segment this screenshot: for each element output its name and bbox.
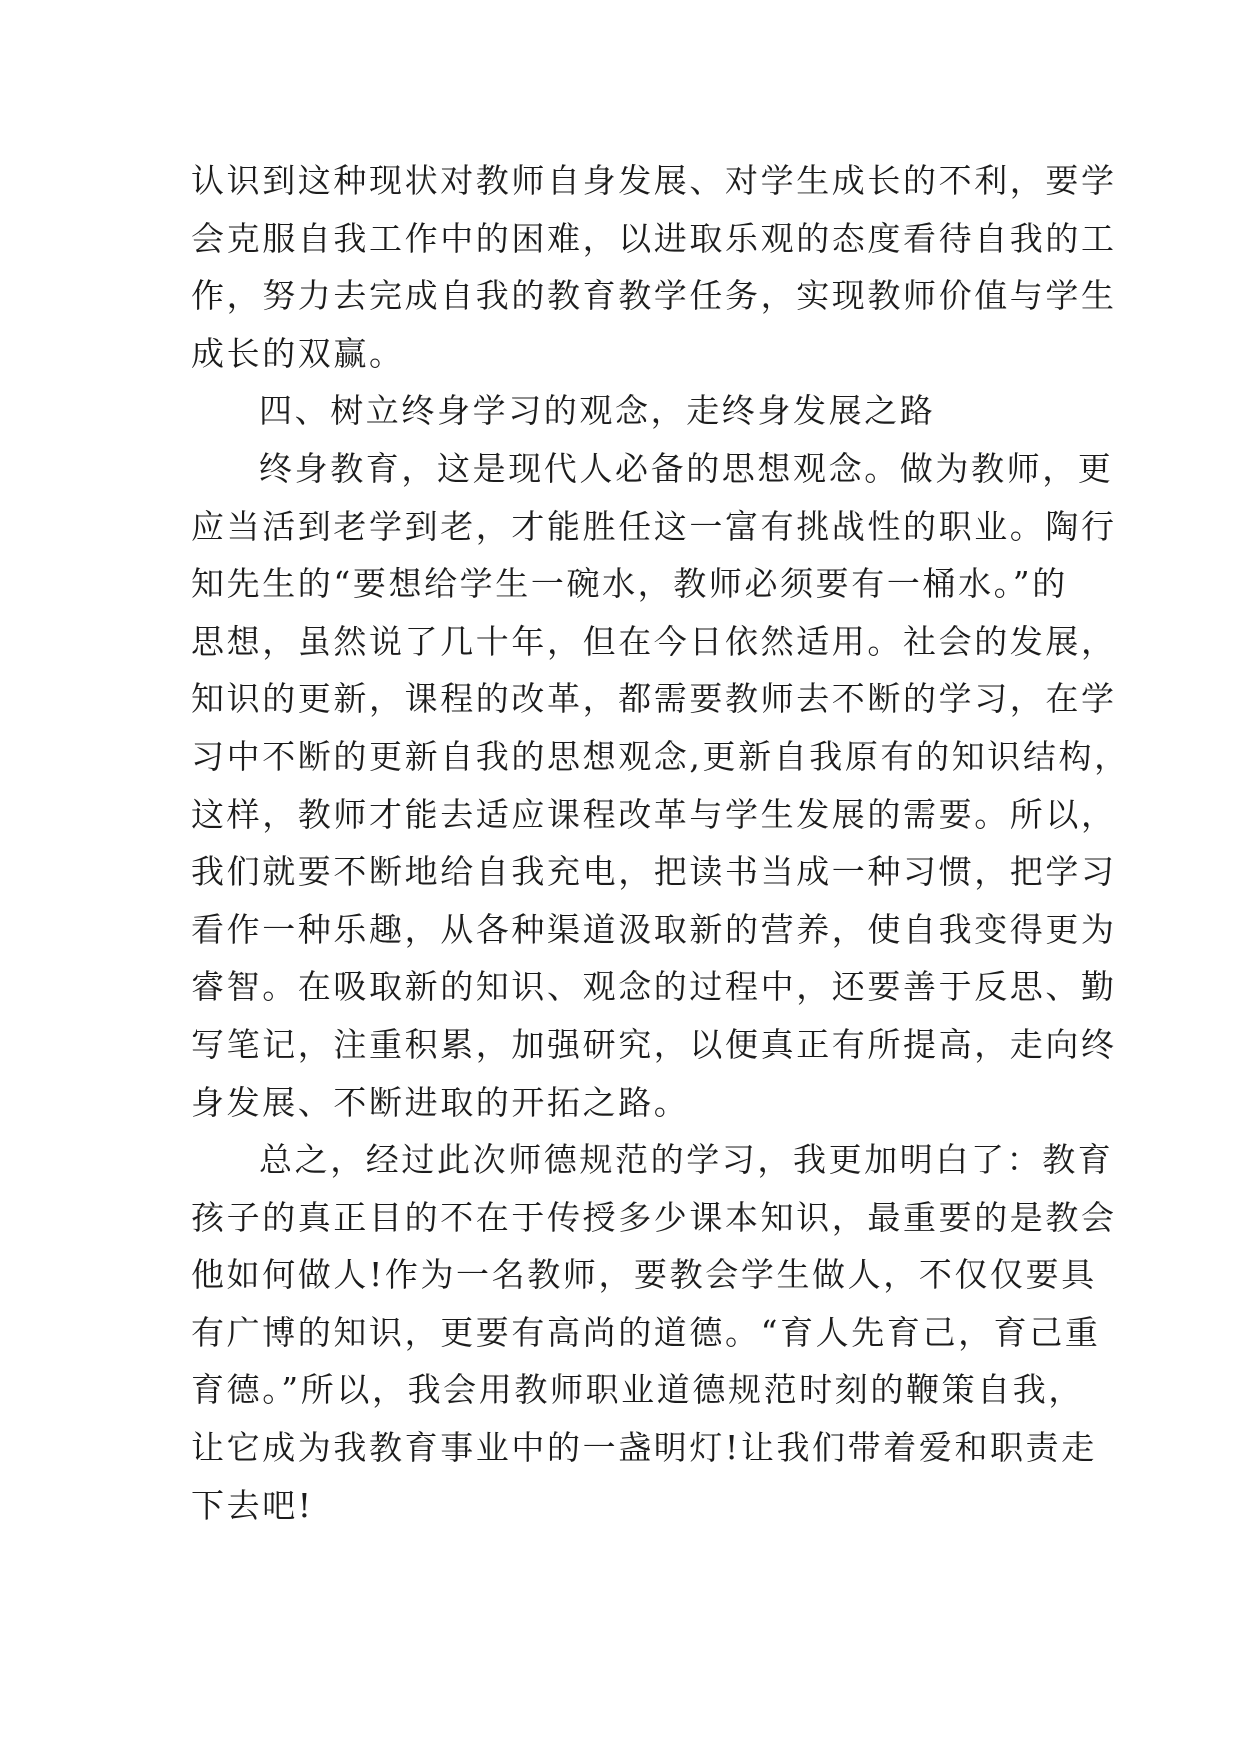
text-line: 下去吧!	[191, 1485, 314, 1525]
text-line: 会克服自我工作中的困难，以进取乐观的态度看待自我的工	[191, 218, 1117, 258]
text-line: 习中不断的更新自我的思想观念,更新自我原有的知识结构，	[191, 736, 1130, 776]
text-line: 睿智。在吸取新的知识、观念的过程中，还要善于反思、勤	[191, 967, 1117, 1007]
section-heading: 四、树立终身学习的观念，走终身发展之路	[259, 391, 936, 431]
text-line: 认识到这种现状对教师自身发展、对学生成长的不利，要学	[191, 161, 1117, 200]
text-line: 这样，教师才能去适应课程改革与学生发展的需要。所以，	[191, 794, 1117, 834]
text-line: 看作一种乐趣，从各种渠道汲取新的营养，使自我变得更为	[191, 909, 1117, 949]
text-line: 我们就要不断地给自我充电，把读书当成一种习惯，把学习	[191, 852, 1117, 892]
body-text	[191, 152, 1130, 1534]
text-line: 成长的双赢。	[191, 333, 405, 373]
text-line: 有广博的知识，更要有高尚的道德。“育人先育己，育己重	[191, 1312, 1101, 1352]
text-line: 知先生的“要想给学生一碗水，教师必须要有一桶水。”的	[191, 564, 1068, 604]
text-line: 思想，虽然说了几十年，但在今日依然适用。社会的发展，	[191, 621, 1117, 661]
text-line: 身发展、不断进取的开拓之路。	[191, 1082, 690, 1122]
text-line: 他如何做人!作为一名教师，要教会学生做人，不仅仅要具	[191, 1255, 1097, 1295]
text-line: 写笔记，注重积累，加强研究，以便真正有所提高，走向终	[191, 1024, 1117, 1064]
text-line: 作，努力去完成自我的教育教学任务，实现教师价值与学生	[191, 276, 1117, 316]
text-line: 让它成为我教育事业中的一盏明灯!让我们带着爱和职责走	[191, 1428, 1097, 1468]
text-line: 应当活到老学到老，才能胜任这一富有挑战性的职业。陶行	[191, 506, 1117, 546]
text-line: 总之，经过此次师德规范的学习，我更加明白了：教育	[259, 1140, 1114, 1180]
text-line: 孩子的真正目的不在于传授多少课本知识，最重要的是教会	[191, 1197, 1117, 1237]
text-line: 育德。”所以，我会用教师职业道德规范时刻的鞭策自我，	[191, 1370, 1084, 1410]
text-line: 终身教育，这是现代人必备的思想观念。做为教师，更	[259, 448, 1114, 488]
text-line: 知识的更新，课程的改革，都需要教师去不断的学习，在学	[191, 679, 1117, 719]
